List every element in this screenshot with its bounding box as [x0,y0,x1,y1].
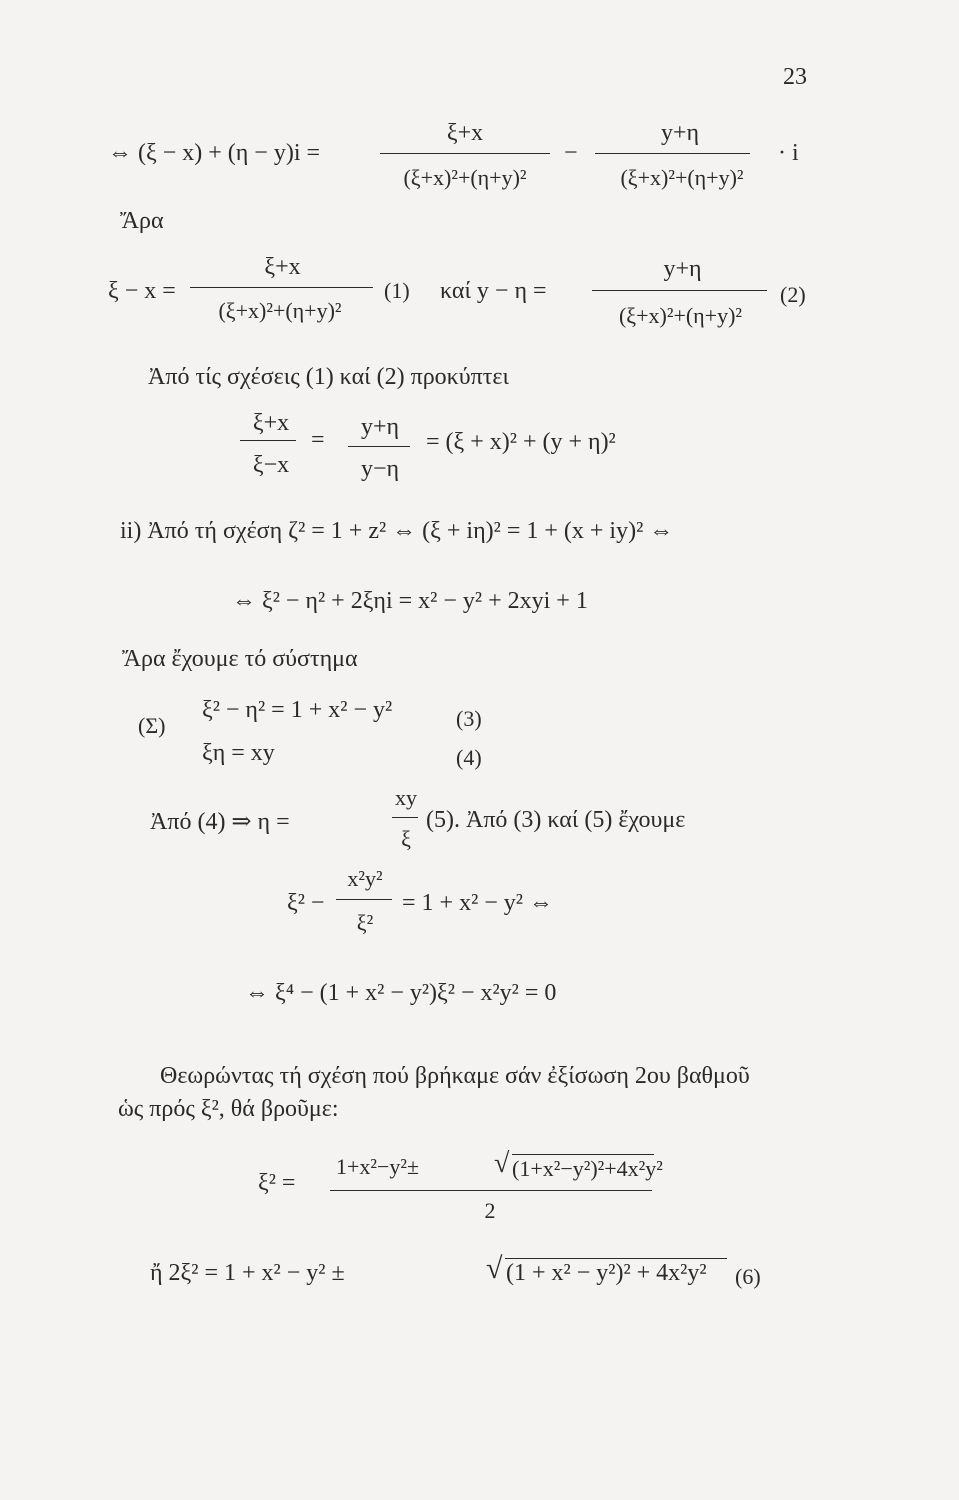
eq2-frac1-bar [190,287,373,288]
eq2-frac1-den: (ξ+x)²+(η+y)² [218,298,342,323]
eq10-sqrt-bar [505,1258,727,1259]
eq6-rhs: (5). Ἀπό (3) καί (5) ἔχουμε [426,807,686,833]
eq3-frac2-num: y+η [360,414,400,440]
eq10-radicand: (1 + x² − y²)² + 4x²y² [506,1260,707,1286]
eq9-frac-bar [330,1190,652,1191]
text-paragraph-line2: ὡς πρός ξ², θά βροῦμε: [118,1096,339,1122]
eq10-lhs: ἤ 2ξ² = 1 + x² − y² ± [150,1260,345,1286]
eq3-frac1-num: ξ+x [252,410,290,436]
system-eq3-label: (3) [456,706,482,731]
eq3-eq1: = [311,427,325,453]
eq8-line: ⇔ ξ⁴ − (1 + x² − y²)ξ² − x²y² = 0 [245,980,557,1006]
eq9-lhs: ξ² = [258,1170,296,1196]
eq1-frac1-den: (ξ+x)²+(η+y)² [403,165,527,190]
eq9-sqrt-bar [512,1154,654,1155]
eq1-frac2-den: (ξ+x)²+(η+y)² [620,165,744,190]
eq7-frac-num: x²y² [347,866,383,891]
text-system-intro: Ἄρα ἔχουμε τό σύστημα [122,646,358,672]
eq2-label2: (2) [780,282,806,307]
eq6-lhs: Ἀπό (4) ⇒ η = [150,809,290,835]
eq10-label: (6) [735,1264,761,1289]
eq1-frac2-bar [595,153,750,154]
eq2-lhs: ξ − x = [108,278,176,304]
eq3-frac1-den: ξ−x [252,452,290,478]
eq2-frac1-num: ξ+x [264,254,301,280]
eq1-frac1-bar [380,153,550,154]
system-eq4-label: (4) [456,745,482,770]
eq2-frac2-bar [592,290,767,291]
eq9-radicand: (1+x²−y²)²+4x²y² [512,1156,663,1181]
eq9-den: 2 [484,1198,496,1223]
system-label: (Σ) [138,713,166,738]
eq1-tail: · i [778,140,799,166]
eq7-rhs: = 1 + x² − y² ⇔ [402,890,553,916]
eq6-frac-den: ξ [401,826,411,851]
eq7-frac-bar [336,899,392,900]
eq6-frac-bar [392,817,418,818]
eq1-minus: − [564,140,578,166]
eq3-frac1-bar [240,440,296,441]
page-number: 23 [783,64,807,90]
eq1-frac2-num: y+η [660,120,700,146]
system-eq3: ξ² − η² = 1 + x² − y² [202,697,393,723]
system-eq4: ξη = xy [202,740,275,766]
eq6-frac-num: xy [395,785,417,810]
eq3-frac2-bar [348,446,410,447]
eq2-label1: (1) [384,278,410,303]
eq4-line: ii) Ἀπό τή σχέση ζ² = 1 + z² ⇔ (ξ + iη)² = 1 + (x + iy)² ⇔ [120,518,674,544]
eq1-lhs: ⇔ (ξ − x) + (η − y)i = [108,140,321,166]
eq10-sqrt-sign: √ [486,1252,503,1285]
eq5-line: ⇔ ξ² − η² + 2ξηi = x² − y² + 2xyi + 1 [232,588,588,614]
eq1-frac1-num: ξ+x [446,120,484,146]
text-paragraph-line1: Θεωρώντας τή σχέση πού βρήκαμε σάν ἐξίσωση 2ου βαθμοῦ [160,1063,750,1089]
eq9-sqrt-sign: √ [494,1148,510,1179]
text-ara-1: Ἄρα [120,208,164,234]
eq9-num-start: 1+x²−y²± [336,1154,420,1179]
eq2-frac2-den: (ξ+x)²+(η+y)² [618,303,743,328]
eq3-rhs: = (ξ + x)² + (y + η)² [426,429,616,455]
text-from-relations: Ἀπό τίς σχέσεις (1) καί (2) προκύπτει [148,364,509,390]
eq7-lhs: ξ² − [287,890,325,916]
eq2-frac2-num: y+η [663,256,702,282]
eq3-frac2-den: y−η [360,456,400,482]
eq7-frac-den: ξ² [356,910,374,935]
eq2-mid: καί y − η = [440,278,547,304]
